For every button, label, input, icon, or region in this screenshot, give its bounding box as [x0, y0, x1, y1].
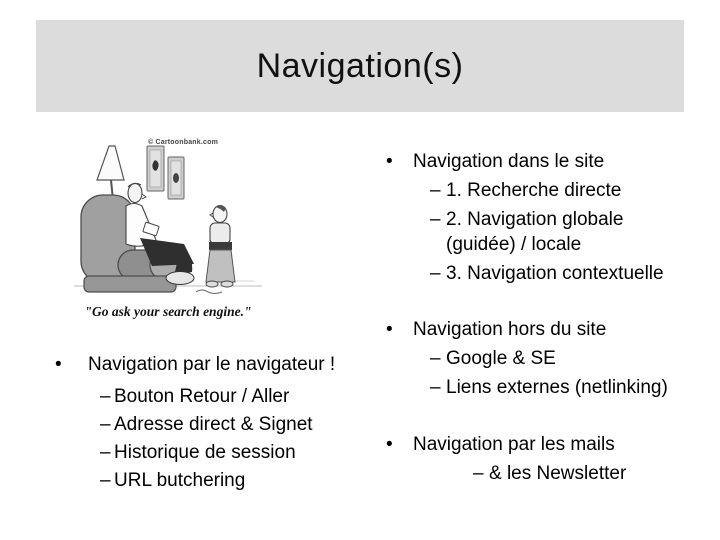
dash-item	[430, 346, 692, 371]
bullet-item-label: Navigation dans le site	[413, 151, 605, 172]
slide-title: Navigation(s)	[256, 46, 464, 85]
dash-icon: –	[473, 463, 484, 484]
list-navigation-mails	[386, 432, 692, 486]
bullet-icon: •	[386, 151, 393, 172]
bullet-item	[386, 317, 692, 342]
bullet-item-label: Navigation hors du site	[413, 319, 607, 340]
dash-icon: –	[430, 180, 441, 201]
dash-item-label: Adresse direct & Signet	[114, 414, 313, 435]
dash-item-label: 2. Navigation globale (guidée) / locale	[446, 209, 624, 255]
cartoon-caption: "Go ask your search engine."	[84, 304, 252, 319]
dash-item	[100, 440, 377, 465]
dash-item	[100, 384, 377, 409]
dash-icon: –	[100, 386, 111, 407]
list-navigation-off-site	[386, 317, 692, 400]
dash-item-label: Google & SE	[446, 348, 556, 369]
dash-item	[430, 207, 692, 257]
dash-icon: –	[430, 377, 441, 398]
dash-item	[430, 178, 692, 203]
cartoon-image	[68, 138, 268, 296]
dash-item	[100, 412, 377, 437]
dash-item-label: & les Newsletter	[489, 463, 627, 484]
dash-item	[430, 375, 692, 400]
dash-icon: –	[430, 348, 441, 369]
bullet-item-label: Navigation par le navigateur !	[88, 354, 336, 375]
child-figure	[206, 205, 235, 287]
bullet-icon: •	[386, 434, 393, 455]
bullet-item	[386, 432, 692, 457]
dash-item-label: Bouton Retour / Aller	[114, 386, 290, 407]
bullet-item	[386, 149, 692, 174]
signature-squiggle	[196, 290, 222, 294]
bullet-icon: •	[386, 319, 393, 340]
dash-item	[473, 461, 692, 486]
bullet-item	[55, 352, 377, 377]
dash-icon: –	[100, 442, 111, 463]
dash-item-label: 1. Recherche directe	[446, 180, 622, 201]
list-navigation-browser	[55, 352, 377, 493]
cartoon-figure	[68, 138, 268, 323]
dash-icon: –	[430, 263, 441, 284]
dash-icon: –	[100, 470, 111, 491]
bullet-item-label: Navigation par les mails	[413, 434, 615, 455]
dash-icon: –	[430, 209, 441, 230]
dash-item-label: Historique de session	[114, 442, 296, 463]
dash-item-label: URL butchering	[114, 470, 246, 491]
wall-frame-icons	[147, 146, 184, 199]
dash-item-label: 3. Navigation contextuelle	[446, 263, 664, 284]
cartoon-credit: © Cartoonbank.com	[148, 139, 219, 146]
dash-icon: –	[100, 414, 111, 435]
bullet-icon: •	[55, 354, 62, 375]
dash-item	[100, 468, 377, 493]
list-navigation-in-site	[386, 149, 692, 286]
title-banner	[36, 20, 684, 112]
dash-item-label: Liens externes (netlinking)	[446, 377, 668, 398]
dash-item	[430, 261, 692, 286]
